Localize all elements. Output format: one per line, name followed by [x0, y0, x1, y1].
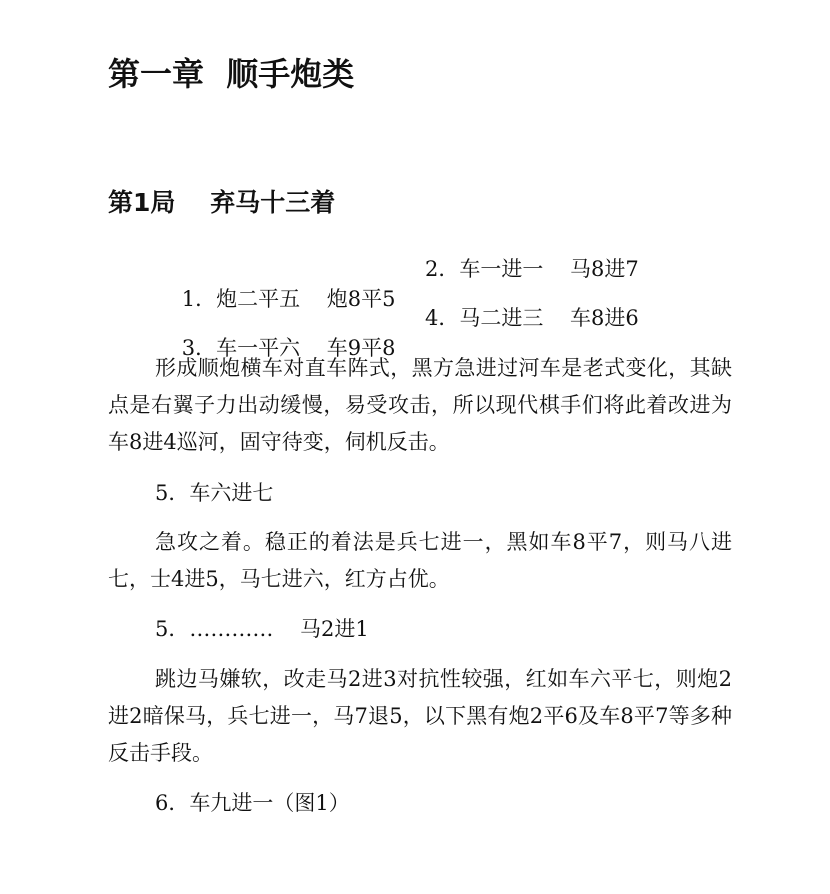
chapter-title: 第一章 顺手炮类	[108, 55, 355, 93]
move-3-text: 3．车一平六 车9平8	[181, 336, 396, 360]
move-2-text: 2．车一进一 马8进7	[425, 257, 639, 281]
commentary-paragraph-2: 急攻之着。稳正的着法是兵七进一，黑如车8平7，则马八进七，士4进5，马七进六，红方占优。	[108, 530, 732, 591]
move-4-text: 4．马二进三 车8进6	[425, 306, 639, 330]
commentary-paragraph-1: 形成顺炮横车对直车阵式，黑方急进过河车是老式变化，其缺点是右翼子力出动缓慢，易受攻击，所以现代棋手们将此着改进为车8进4巡河，固守待变，伺机反击。	[108, 356, 732, 454]
move-line-5: 5．车六进七	[155, 481, 274, 505]
move-line-5-black: 5．………… 马2进1	[155, 617, 369, 641]
game-title: 第1局 弃马十三着	[108, 188, 336, 217]
commentary-paragraph-3: 跳边马嫌软，改走马2进3对抗性较强，红如车六平七，则炮2进2暗保马，兵七进一，马7退5，以下黑有炮2平6及车8平7等多种反击手段。	[108, 667, 732, 765]
move-1-text: 1．炮二平五 炮8平5	[181, 287, 396, 311]
move-line-6: 6．车九进一（图1）	[155, 791, 350, 815]
